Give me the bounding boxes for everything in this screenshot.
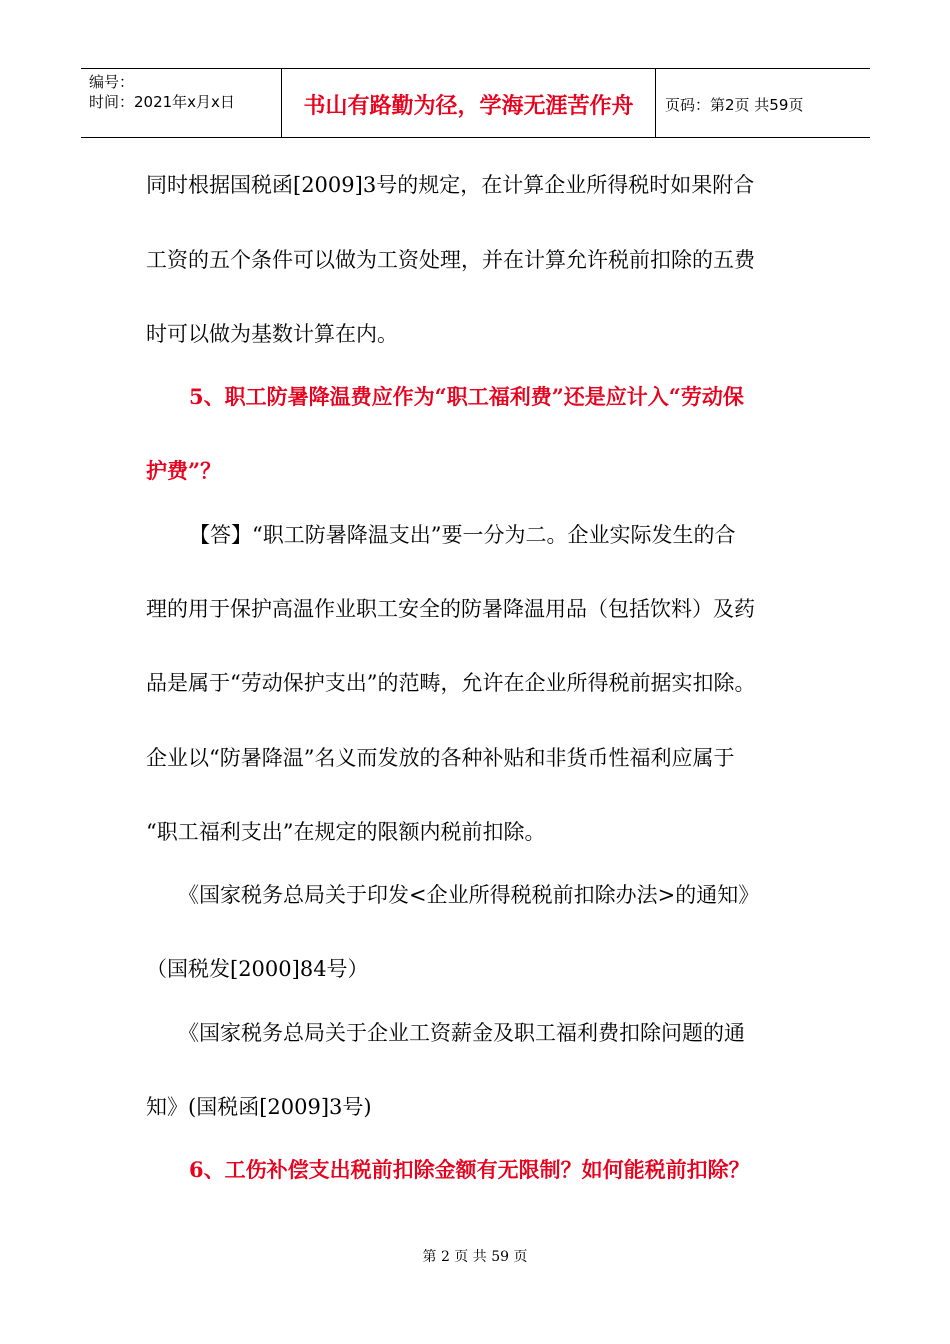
document-date-label: 时间：2021年x月x日 xyxy=(89,93,235,111)
question-heading-5-cont: 护费”？ xyxy=(146,458,222,483)
body-line: “职工福利支出”在规定的限额内税前扣除。 xyxy=(146,820,546,844)
reference-number: （国税发[2000]84号） xyxy=(146,957,369,981)
body-line: 同时根据国税函[2009]3号的规定，在计算企业所得税时如果附合 xyxy=(146,173,755,197)
body-line: 时可以做为基数计算在内。 xyxy=(146,322,398,346)
body-line: 工资的五个条件可以做为工资处理，并在计算允许税前扣除的五费 xyxy=(146,248,755,272)
body-line: 品是属于“劳动保护支出”的范畴，允许在企业所得税前据实扣除。 xyxy=(146,671,756,695)
question-heading-6: 6、工伤补偿支出税前扣除金额有无限制？如何能税前扣除？ xyxy=(189,1157,750,1182)
header-motto-cell xyxy=(281,69,656,137)
header-page-info: 页码：第2页 共59页 xyxy=(665,96,804,114)
body-line: 企业以“防暑降温”名义而发放的各种补贴和非货币性福利应属于 xyxy=(146,746,735,770)
reference-number: 知》(国税函[2009]3号) xyxy=(146,1095,372,1119)
document-number-label: 编号： xyxy=(89,73,135,91)
header-motto: 书山有路勤为径，学海无涯苦作舟 xyxy=(303,94,634,119)
page-footer: 第 2 页 共 59 页 xyxy=(422,1249,528,1265)
question-heading-5: 5、职工防暑降温费应作为“职工福利费”还是应计入“劳动保 xyxy=(189,384,744,409)
reference-title: 《国家税务总局关于企业工资薪金及职工福利费扣除问题的通 xyxy=(178,1021,745,1045)
header-page-cell xyxy=(655,69,870,137)
answer-paragraph-start: 【答】“职工防暑降温支出”要一分为二。企业实际发生的合 xyxy=(189,523,736,547)
body-line: 理的用于保护高温作业职工安全的防暑降温用品（包括饮料）及药 xyxy=(146,597,755,621)
reference-title: 《国家税务总局关于印发<企业所得税税前扣除办法>的通知》 xyxy=(178,883,760,907)
header-meta-cell xyxy=(81,69,281,137)
page-header xyxy=(81,68,870,138)
